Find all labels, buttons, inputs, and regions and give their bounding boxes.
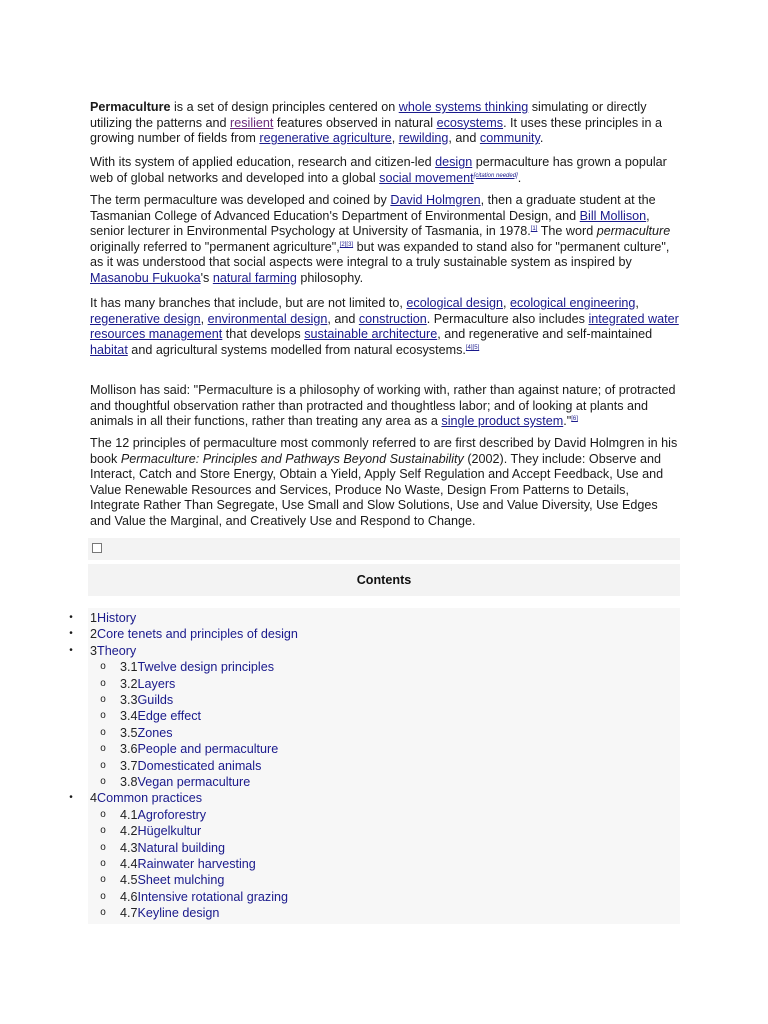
- paragraph-text: , and: [327, 311, 359, 326]
- toc-item-number: 4.2: [120, 824, 138, 839]
- toc-item-link[interactable]: Guilds: [137, 693, 174, 707]
- circle-bullet-icon: o: [100, 726, 106, 738]
- paragraph-text: .": [563, 414, 572, 429]
- paragraph-text: , and regenerative and self-maintained: [437, 327, 653, 342]
- toc-item-text[interactable]: [120, 659, 274, 675]
- branches-paragraph: [90, 296, 680, 358]
- circle-bullet-icon: o: [100, 759, 106, 771]
- toc-item-text[interactable]: [120, 758, 261, 774]
- link-design[interactable]: design: [435, 155, 473, 169]
- toc-item-number: 3.5: [120, 725, 138, 740]
- paragraph-text: The word: [537, 224, 597, 239]
- disc-bullet-icon: •: [69, 792, 73, 804]
- paragraph-text: originally referred to "permanent agriculture",: [90, 239, 340, 254]
- toc-item-text[interactable]: [120, 889, 288, 905]
- paragraph-text: 's: [200, 270, 213, 285]
- paragraph-text: features observed in natural: [273, 115, 437, 130]
- link-environmental-design[interactable]: environmental design: [207, 311, 328, 326]
- link-david-holmgren[interactable]: David Holmgren: [390, 193, 481, 207]
- toc-item-number: 3.2: [120, 676, 138, 691]
- link-sustainable-architecture[interactable]: sustainable architecture: [304, 327, 438, 342]
- toc-item-text[interactable]: [120, 774, 250, 790]
- toc-title: Contents: [88, 564, 680, 596]
- toc-item-link[interactable]: Agroforestry: [137, 807, 207, 822]
- article-term: Permaculture: [90, 100, 171, 114]
- link-integrated-water-resources-management[interactable]: integrated water resources management: [90, 311, 679, 342]
- toc-item-number: 3.6: [120, 742, 138, 757]
- link-ecological-design[interactable]: ecological design: [406, 296, 504, 310]
- paragraph-text: .: [539, 131, 544, 146]
- link-regenerative-design[interactable]: regenerative design: [90, 311, 201, 326]
- citation-link[interactable]: [1]: [530, 226, 538, 233]
- toc-item-number: 3: [90, 643, 98, 658]
- toc-item-text[interactable]: [120, 807, 206, 823]
- paragraph-text: Mollison has said: "Permaculture is a philosophy of working with, rather than against nature; of protracted and thoughtful observation rather than protracted and thoughtless labor; and of looking at plants and animals in all their functions, rather than treating any area as a: [90, 383, 676, 429]
- toc-item-number: 3.1: [120, 660, 138, 675]
- book-title: Permaculture: Principles and Pathways Beyond Sustainability: [120, 451, 464, 466]
- principles-paragraph: [90, 436, 680, 530]
- toc-item-number: 4.7: [120, 906, 138, 921]
- link-ecosystems[interactable]: ecosystems: [436, 115, 504, 130]
- toc-item-text[interactable]: [120, 856, 256, 872]
- link-community[interactable]: community: [479, 131, 540, 146]
- toc-item-link[interactable]: People and permaculture: [137, 742, 279, 757]
- toc-item-link[interactable]: Domesticated animals: [137, 758, 262, 773]
- circle-bullet-icon: o: [100, 694, 106, 705]
- link-social-movement[interactable]: social movement: [379, 170, 474, 185]
- paragraph-text: . Permaculture also includes: [426, 311, 589, 326]
- paragraph-text: ,: [635, 296, 639, 310]
- link-regenerative-agriculture[interactable]: regenerative agriculture: [259, 131, 392, 146]
- link-habitat[interactable]: habitat: [90, 342, 128, 357]
- link-natural-farming[interactable]: natural farming: [212, 270, 297, 285]
- circle-bullet-icon: o: [100, 677, 106, 689]
- toc-item-link[interactable]: Rainwater harvesting: [137, 857, 256, 871]
- toc-item-link[interactable]: Zones: [137, 725, 173, 740]
- toc-item-link[interactable]: Edge effect: [137, 709, 202, 724]
- quote-paragraph: [90, 383, 680, 430]
- circle-bullet-icon: o: [100, 890, 106, 902]
- citation-link[interactable]: [2][3]: [339, 241, 354, 248]
- toc-toggle-bar: [88, 538, 680, 560]
- disc-bullet-icon: •: [69, 628, 73, 640]
- disc-bullet-icon: •: [69, 644, 73, 656]
- paragraph-text: ,: [200, 311, 208, 326]
- toc-item-number: 3.3: [120, 693, 138, 707]
- paragraph-text: , senior lecturer in Environmental Psychology at University of Tasmania, in 1978.: [90, 208, 650, 239]
- paragraph-text: . It uses these principles in a growing number of fields from: [90, 115, 662, 146]
- paragraph-text: ,: [391, 131, 399, 146]
- citation-link[interactable]: [6]: [571, 416, 578, 423]
- toc-item-text[interactable]: [90, 610, 136, 626]
- toc-item-number: 2: [90, 627, 98, 642]
- circle-bullet-icon: o: [100, 776, 106, 787]
- toc-item-number: 4: [90, 791, 98, 806]
- toc-item-text[interactable]: [90, 626, 298, 642]
- toc-item-number: 3.7: [120, 758, 138, 773]
- paragraph-text: The 12 principles of permaculture most commonly referred to are first described by David Holmgren in his book: [90, 436, 678, 466]
- paragraph-text: .: [517, 170, 522, 185]
- circle-bullet-icon: o: [100, 841, 106, 853]
- paragraph-text: simulating or directly utilizing the patterns and: [90, 100, 647, 130]
- toc-item-text[interactable]: [90, 643, 136, 659]
- paragraph-text: but was expanded to stand also for "permanent culture", as it was understood that social aspects were integral to a truly sustainable system as inspired by: [90, 239, 670, 270]
- toc-item-number: 4.6: [120, 889, 138, 904]
- toc-item-text[interactable]: [120, 905, 219, 921]
- toc-item-link[interactable]: History: [97, 611, 137, 625]
- link-ecological-engineering[interactable]: ecological engineering: [510, 296, 636, 310]
- disc-bullet-icon: •: [69, 612, 73, 623]
- citation-link[interactable]: [4][5]: [465, 344, 480, 351]
- toc-item-text[interactable]: [120, 676, 175, 692]
- toc-item-text[interactable]: [120, 741, 278, 757]
- paragraph-text: ,: [503, 296, 511, 310]
- paragraph-text: , then a graduate student at the Tasmanian College of Advanced Education's Department of Environmental Design, and: [90, 193, 656, 223]
- toc-item-text[interactable]: [120, 823, 201, 839]
- paragraph-text: , and: [448, 131, 480, 146]
- paragraph-text: and agricultural systems modelled from natural ecosystems.: [127, 342, 466, 357]
- toc-toggle-checkbox[interactable]: [92, 543, 102, 553]
- toc-item-text[interactable]: [120, 692, 173, 708]
- paragraph-text: It has many branches that include, but are not limited to,: [90, 296, 407, 310]
- toc-item-number: 1: [90, 611, 98, 625]
- link-single-product-system[interactable]: single product system: [441, 414, 564, 429]
- toc-item-number: 4.5: [120, 873, 138, 888]
- toc-item-link[interactable]: Twelve design principles: [137, 660, 275, 675]
- link-whole-systems-thinking[interactable]: whole systems thinking: [398, 100, 529, 114]
- circle-bullet-icon: o: [100, 825, 106, 837]
- paragraph-text: The term permaculture was developed and coined by: [90, 193, 391, 207]
- paragraph-text: (2002). They include: Observe and Interact, Catch and Store Energy, Obtain a Yield, Apply Self Regulation and Accept Feedback, Use and Value Renewable Resources and Services, Produce No Waste, Design From Patterns to Details, Integrate Rather Than Segregate, Use Small and Slow Solutions, Use and Value Diversity, Use Edges and Value the Marginal, and Creatively Use and Respond to Change.: [90, 451, 664, 528]
- circle-bullet-icon: o: [100, 808, 106, 820]
- circle-bullet-icon: o: [100, 858, 106, 869]
- link-resilient[interactable]: resilient: [230, 115, 274, 130]
- toc-box: [88, 538, 680, 596]
- circle-bullet-icon: o: [100, 907, 106, 919]
- italic-term: permaculture: [596, 224, 671, 239]
- paragraph-text: that develops: [222, 327, 305, 342]
- toc-item-number: 3.4: [120, 709, 138, 724]
- toc-item-link[interactable]: Natural building: [137, 840, 226, 855]
- toc-item-link[interactable]: Theory: [97, 643, 137, 658]
- toc-item-link[interactable]: Common practices: [97, 791, 202, 806]
- toc-item-text[interactable]: [90, 790, 202, 806]
- link-construction[interactable]: construction: [358, 311, 427, 326]
- education-paragraph: [90, 155, 680, 186]
- toc-item-link[interactable]: Hügelkultur: [137, 824, 202, 839]
- toc-item-link[interactable]: Keyline design: [137, 906, 220, 921]
- link-masanobu-fukuoka[interactable]: Masanobu Fukuoka: [90, 270, 201, 285]
- link-bill-mollison[interactable]: Bill Mollison: [579, 208, 647, 223]
- paragraph-text: permaculture has grown a popular web of global networks and developed into a global: [90, 155, 667, 185]
- toc-item-number: 4.3: [120, 840, 138, 855]
- toc-item-number: 4.4: [120, 857, 138, 871]
- toc-item-text[interactable]: [120, 872, 224, 888]
- citation-needed-link[interactable]: [citation needed]: [473, 172, 518, 179]
- toc-item-link[interactable]: Sheet mulching: [137, 873, 225, 888]
- toc-item-link[interactable]: Intensive rotational grazing: [137, 889, 289, 904]
- toc-item-text[interactable]: [120, 840, 225, 856]
- origin-paragraph: [90, 193, 680, 287]
- link-rewilding[interactable]: rewilding: [398, 131, 449, 146]
- paragraph-text: is a set of design principles centered on: [170, 100, 399, 114]
- toc-item-link[interactable]: Layers: [137, 676, 176, 691]
- toc-item-link[interactable]: Core tenets and principles of design: [97, 627, 298, 642]
- paragraph-text: With its system of applied education, research and citizen-led: [90, 155, 436, 169]
- circle-bullet-icon: o: [100, 874, 106, 886]
- circle-bullet-icon: o: [100, 743, 106, 755]
- toc-item-text[interactable]: [120, 708, 201, 724]
- circle-bullet-icon: o: [100, 661, 106, 673]
- toc-item-number: 3.8: [120, 775, 138, 789]
- intro-paragraph: [90, 100, 680, 147]
- circle-bullet-icon: o: [100, 710, 106, 722]
- toc-item-text[interactable]: [120, 725, 173, 741]
- toc-item-link[interactable]: Vegan permaculture: [137, 775, 251, 789]
- toc-item-number: 4.1: [120, 807, 138, 822]
- paragraph-text: philosophy.: [296, 270, 364, 285]
